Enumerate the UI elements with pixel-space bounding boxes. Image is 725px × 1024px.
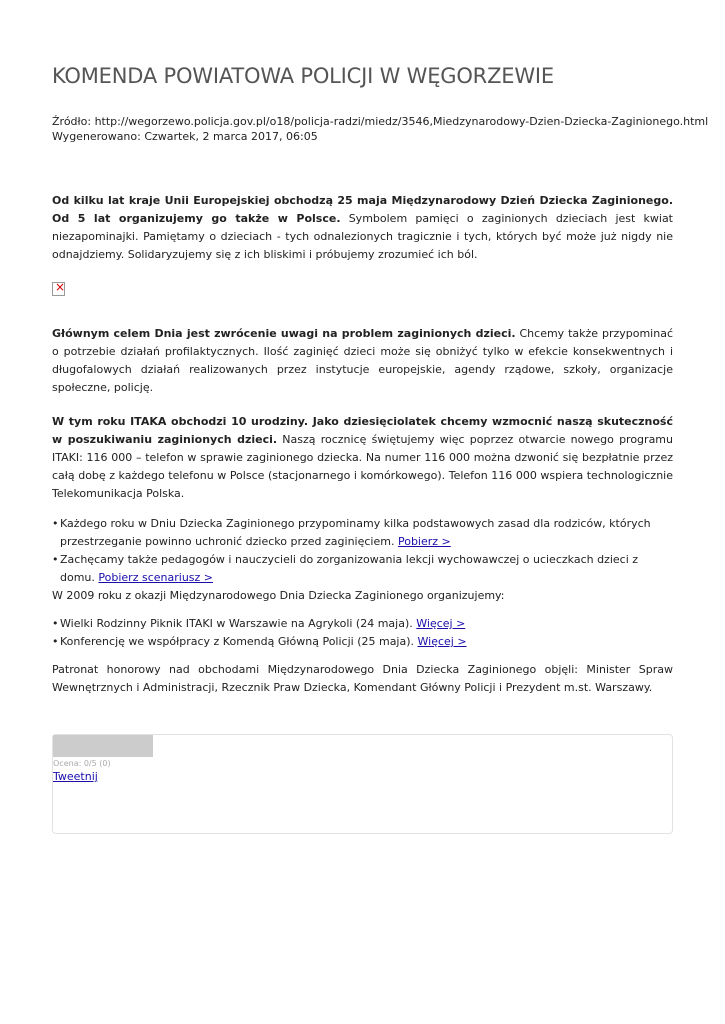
list-item xyxy=(52,615,673,633)
rating-label: Ocena: 0/5 (0) xyxy=(53,759,111,768)
paragraph-itaka xyxy=(52,413,673,503)
list-item-text: Zachęcamy także pedagogów i nauczycieli do zorganizowania lekcji wychowawczej o ucieczkach dzieci z domu. xyxy=(60,553,639,584)
download-scenario-link[interactable]: Pobierz scenariusz > xyxy=(98,571,214,584)
generated-date: Wygenerowano: Czwartek, 2 marca 2017, 06:05 xyxy=(52,130,318,143)
list-item xyxy=(52,551,673,587)
paragraph-patronage: Patronat honorowy nad obchodami Międzynarodowego Dnia Dziecka Zaginionego objęli: Minister Spraw Wewnętrznych i Administracji, Rzecznik Praw Dziecka, Komendant Główny Policji i Prezydent m.st. Warszawy. xyxy=(52,663,673,694)
events-section xyxy=(52,587,673,697)
paragraph-intro xyxy=(52,192,673,264)
paragraph-itaka-body: Naszą rocznicę świętujemy więc poprzez otwarcie nowego programu ITAKI: 116 000 – telefon w sprawie zaginionego dziecka. Na numer 116 000 można dzwonić się bezpłatnie przez całą dobę z każdego telefonu w Polsce (stacjonarnego i komórkowego). Telefon 116 000 wspiera technologicznie Telekomunikacja Polska. xyxy=(52,433,673,500)
rating-box xyxy=(52,734,673,834)
more-link-conference[interactable]: Więcej > xyxy=(417,635,467,648)
list-item xyxy=(52,633,673,651)
list-item-text: Wielki Rodzinny Piknik ITAKI w Warszawie na Agrykoli (24 maja). xyxy=(60,617,417,630)
rating-stars[interactable] xyxy=(53,735,153,757)
list-item-text: Każdego roku w Dniu Dziecka Zaginionego przypominamy kilka podstawowych zasad dla rodziców, których przestrzeganie powinno uchronić dziecko przed zaginięciem. xyxy=(60,517,651,548)
paragraph-goal-body: Chcemy także przypominać o potrzebie działań profilaktycznych. Ilość zaginięć dzieci może się obniżyć tylko w efekcie konsekwentnych i długofalowych działań realizowanych przez instytucje europejskie, agendy rządowe, szkoły, organizacje społeczne, policję. xyxy=(52,327,673,394)
paragraph-events-intro: W 2009 roku z okazji Międzynarodowego Dnia Dziecka Zaginionego organizujemy: xyxy=(52,589,505,602)
paragraph-goal-lead: Głównym celem Dnia jest zwrócenie uwagi na problem zaginionych dzieci. xyxy=(52,327,516,340)
list-item xyxy=(52,515,673,551)
document-meta xyxy=(52,114,708,144)
article-body xyxy=(52,325,673,587)
more-link-picnic[interactable]: Więcej > xyxy=(416,617,466,630)
paragraph-itaka-lead: W tym roku ITAKA obchodzi 10 urodziny. Jako dziesięciolatek chcemy wzmocnić naszą skuteczność w poszukiwaniu zaginionych dzieci. xyxy=(52,415,673,446)
tips-list xyxy=(52,515,673,587)
page-title: KOMENDA POWIATOWA POLICJI W WĘGORZEWIE xyxy=(52,64,554,88)
paragraph-goal xyxy=(52,325,673,397)
source-url: Źródło: http://wegorzewo.policja.gov.pl/o18/policja-radzi/miedz/3546,Miedzynarodowy-Dzien-Dziecka-Zaginionego.html xyxy=(52,115,709,128)
download-link[interactable]: Pobierz > xyxy=(397,535,451,548)
broken-image-icon xyxy=(52,282,65,296)
events-list xyxy=(52,615,673,651)
list-item-text: Konferencję we współpracy z Komendą Główną Policji (25 maja). xyxy=(60,635,418,648)
paragraph-intro-body: Symbolem pamięci o zaginionych dzieciach jest kwiat niezapominajki. Pamiętamy o dzieciach - tych odnalezionych tragicznie i tych, których być może już nigdy nie odnajdziemy. Solidaryzujemy się z ich bliskimi i próbujemy zrozumieć ich ból. xyxy=(52,212,673,261)
article-intro xyxy=(52,192,673,264)
tweet-link[interactable]: Tweetnij xyxy=(53,770,98,783)
paragraph-intro-lead: Od kilku lat kraje Unii Europejskiej obchodzą 25 maja Międzynarodowy Dzień Dziecka Zaginionego. Od 5 lat organizujemy go także w Polsce. xyxy=(52,194,673,225)
